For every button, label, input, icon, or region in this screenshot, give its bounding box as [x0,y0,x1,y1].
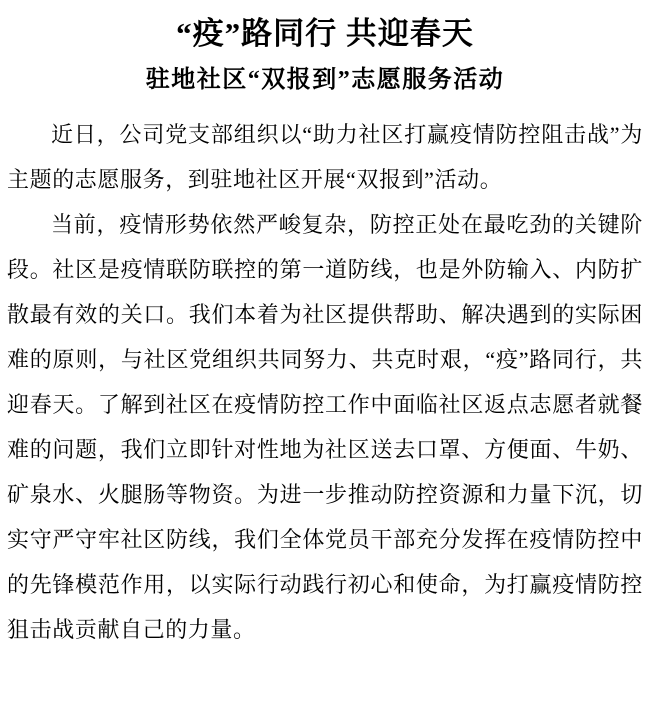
paragraph-2: 当前，疫情形势依然严峻复杂，防控正处在最吃劲的关键阶段。社区是疫情联防联控的第一道防线，也是外防输入、内防扩散最有效的关口。我们本着为社区提供帮助、解决遇到的实际困难的原则，与社区党组织共同努力、共克时艰，“疫”路同行，共迎春天。了解到社区在疫情防控工作中面临社区返点志愿者就餐难的问题，我们立即针对性地为社区送去口罩、方便面、牛奶、矿泉水、火腿肠等物资。为进一步推动防控资源和力量下沉，切实守严守牢社区防线，我们全体党员干部充分发挥在疫情防控中的先锋模范作用，以实际行动践行初心和使命，为打赢疫情防控狙击战贡献自己的力量。 [7,212,643,642]
document-subtitle: 驻地社区“双报到”志愿服务活动 [145,67,505,93]
document-title: “疫”路同行 共迎春天 [176,16,474,51]
paragraph-1: 近日，公司党支部组织以“助力社区打赢疫情防控阻击战”为主题的志愿服务，到驻地社区开展“双报到”活动。 [7,122,643,192]
document-body [7,112,643,652]
